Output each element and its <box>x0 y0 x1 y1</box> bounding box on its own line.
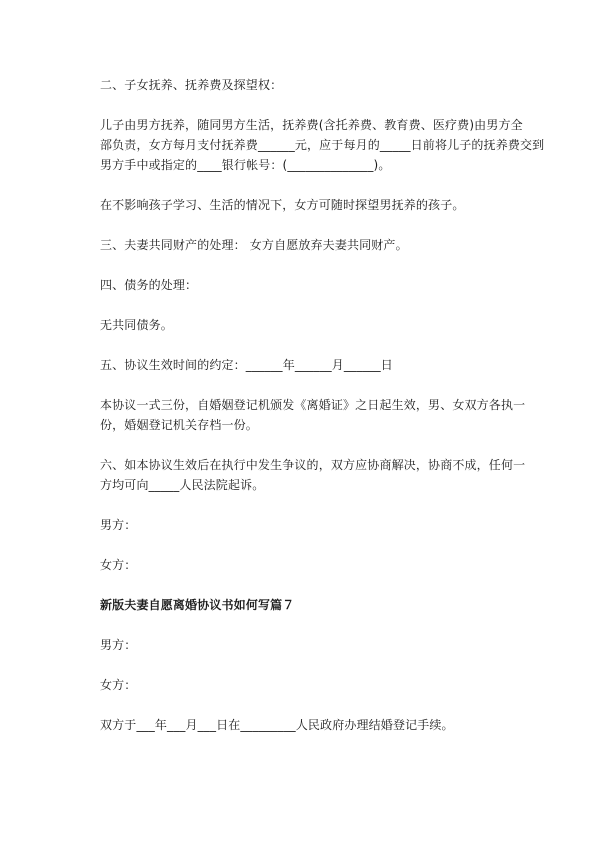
signature-label-wife: 女方： <box>100 558 137 572</box>
paragraph-line: 儿子由男方抚养，随同男方生活，抚养费(含托养费、教育费、医疗费)由男方全 <box>100 118 523 132</box>
paragraph-line: 无共同债务。 <box>100 318 173 332</box>
paragraph-line: 方均可向_____人民法院起诉。 <box>100 478 265 492</box>
signature-label-husband: 男方： <box>100 518 137 532</box>
paragraph-line: 本协议一式三份，自婚姻登记机颁发《离婚证》之日起生效，男、女双方各执一 <box>100 398 526 412</box>
section-heading-effective-date: 五、协议生效时间的约定：______年______月______日 <box>100 358 393 372</box>
paragraph-line: 部负责，女方每月支付抚养费______元，应于每月的_____日前将儿子的抚养费交到 <box>100 138 545 152</box>
paragraph-line: 份，婚姻登记机关存档一份。 <box>100 418 258 432</box>
section-heading-child-custody: 二、子女抚养、抚养费及探望权： <box>100 78 283 92</box>
section-heading-joint-property: 三、夫妻共同财产的处理： 女方自愿放弃夫妻共同财产。 <box>100 238 408 252</box>
party-label-husband: 男方： <box>100 638 137 652</box>
section-heading-debts: 四、债务的处理： <box>100 278 198 292</box>
document-title: 新版夫妻自愿离婚协议书如何写篇７ <box>100 598 295 612</box>
paragraph-line: 双方于___年___月___日在_________人民政府办理结婚登记手续。 <box>100 718 454 732</box>
paragraph-line: 在不影响孩子学习、生活的情况下，女方可随时探望男抚养的孩子。 <box>100 198 465 212</box>
paragraph-line: 男方手中或指定的____银行帐号：(______________)。 <box>100 158 391 172</box>
party-label-wife: 女方： <box>100 678 137 692</box>
section-heading-disputes: 六、如本协议生效后在执行中发生争议的，双方应协商解决，协商不成，任何一 <box>100 458 526 472</box>
